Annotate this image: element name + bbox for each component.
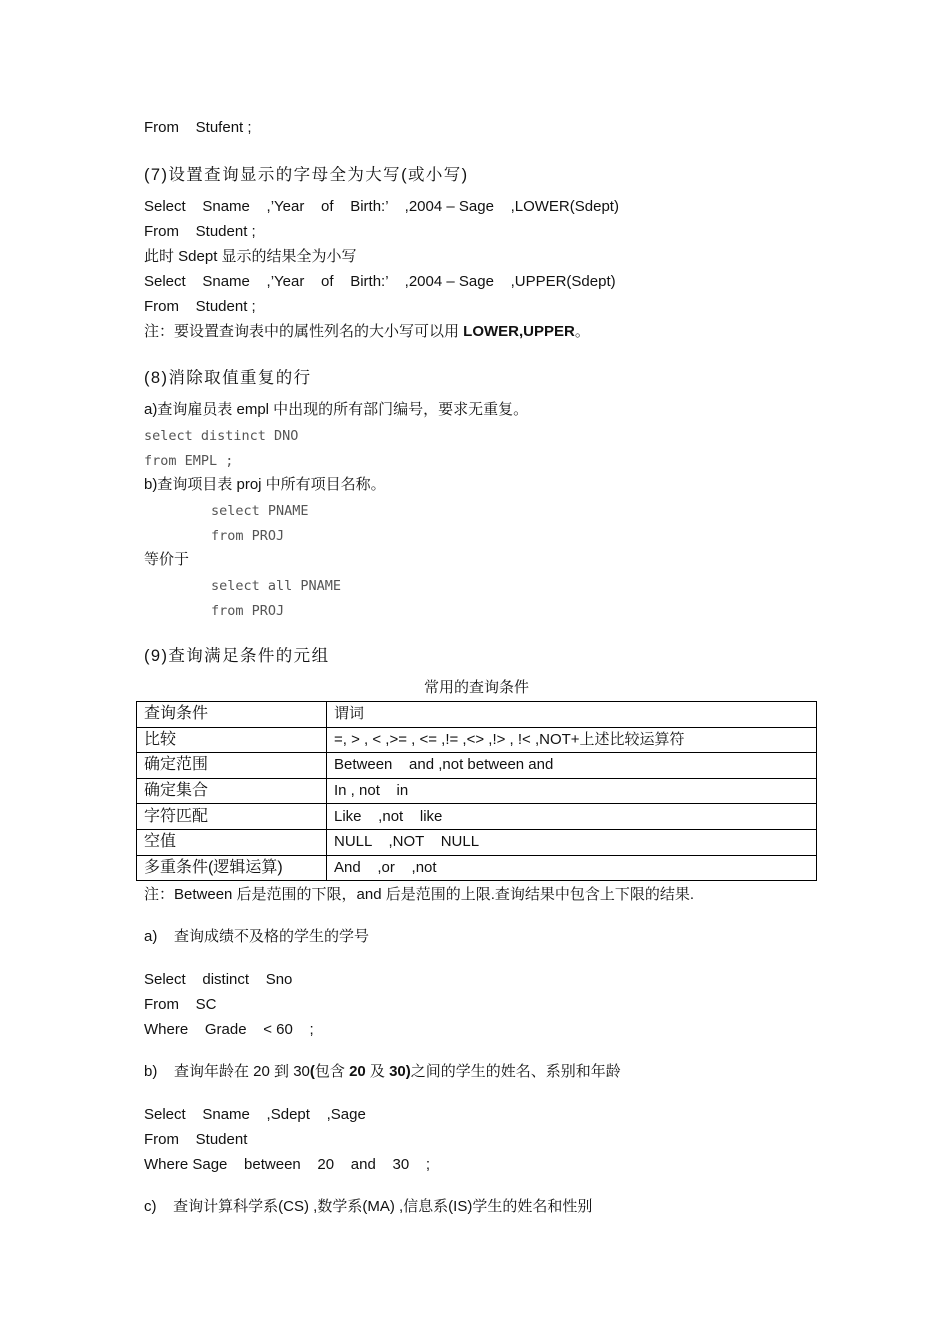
query-conditions-table bbox=[136, 701, 817, 881]
table-row bbox=[137, 829, 817, 855]
table-cell: 多重条件(逻辑运算) bbox=[137, 855, 327, 881]
question-title: c) 查询计算科学系(CS) ,数学系(MA) ,信息系(IS)学生的姓名和性别 bbox=[144, 1198, 593, 1215]
table-cell: =, > , < ,>= , <= ,!= ,<> ,!> , !< ,NOT+上述比较运算符 bbox=[327, 727, 817, 753]
table-cell: 字符匹配 bbox=[137, 804, 327, 830]
note-line: 注：Between 后是范围的下限，and 后是范围的上限.查询结果中包含上下限的结果. bbox=[144, 886, 695, 903]
code-line: From Student ; bbox=[144, 223, 256, 240]
section-heading-7: (7)设置查询显示的字母全为大写(或小写) bbox=[144, 166, 469, 184]
note-line bbox=[144, 322, 590, 342]
sql-code-line: from PROJ bbox=[211, 603, 285, 619]
table-row bbox=[137, 702, 817, 728]
sql-code-line: select all PNAME bbox=[211, 578, 342, 594]
table-cell: Between and ,not between and bbox=[327, 753, 817, 779]
table-row bbox=[137, 804, 817, 830]
title-text: b) 查询年龄在 20 到 30 bbox=[144, 1063, 310, 1080]
code-line: From Stufent ; bbox=[144, 119, 252, 136]
title-bold-text: ( bbox=[309, 1063, 315, 1080]
title-bold-text: 20 bbox=[349, 1063, 366, 1080]
table-cell: 查询条件 bbox=[137, 702, 327, 728]
question-title bbox=[144, 1062, 621, 1082]
question-title: a) 查询成绩不及格的学生的学号 bbox=[144, 928, 370, 945]
note-text: 注：要设置查询表中的属性列名的大小写可以用 bbox=[144, 323, 464, 340]
code-line: From Student ; bbox=[144, 298, 256, 315]
table-cell: 确定范围 bbox=[137, 753, 327, 779]
title-text: 及 bbox=[365, 1063, 390, 1080]
code-line: Select Sname ,Sdept ,Sage bbox=[144, 1106, 366, 1123]
table-row bbox=[137, 855, 817, 881]
code-line: From Student bbox=[144, 1131, 248, 1148]
sql-code-line: from PROJ bbox=[211, 528, 285, 544]
title-text: 包含 bbox=[314, 1063, 350, 1080]
code-line: Select Sname ,’Year of Birth:’ ,2004 – Sage ,UPPER(Sdept) bbox=[144, 273, 616, 290]
sql-code-line: from EMPL ; bbox=[144, 453, 234, 469]
sql-code-line: select PNAME bbox=[211, 503, 309, 519]
section-heading-9: (9)查询满足条件的元组 bbox=[144, 647, 330, 665]
table-cell: 谓词 bbox=[327, 702, 817, 728]
title-bold-text: 30) bbox=[389, 1063, 411, 1080]
table-cell: NULL ,NOT NULL bbox=[327, 829, 817, 855]
table-row bbox=[137, 778, 817, 804]
table-cell: 空值 bbox=[137, 829, 327, 855]
table-caption: 常用的查询条件 bbox=[423, 679, 529, 696]
table-row bbox=[137, 727, 817, 753]
code-line: Where Sage between 20 and 30 ; bbox=[144, 1156, 431, 1173]
title-text: 之间的学生的姓名、系别和年龄 bbox=[410, 1063, 621, 1080]
text-line: a)查询雇员表 empl 中出现的所有部门编号，要求无重复。 bbox=[144, 401, 529, 418]
table-cell: 确定集合 bbox=[137, 778, 327, 804]
note-text: 。 bbox=[574, 323, 590, 340]
text-line: b)查询项目表 proj 中所有项目名称。 bbox=[144, 476, 386, 493]
code-line: Select Sname ,’Year of Birth:’ ,2004 – Sage ,LOWER(Sdept) bbox=[144, 198, 619, 215]
code-line: From SC bbox=[144, 996, 217, 1013]
table-cell: 比较 bbox=[137, 727, 327, 753]
table-row bbox=[137, 753, 817, 779]
table-cell: In , not in bbox=[327, 778, 817, 804]
sql-code-line: select distinct DNO bbox=[144, 428, 299, 444]
table-cell: Like ,not like bbox=[327, 804, 817, 830]
section-heading-8: (8)消除取值重复的行 bbox=[144, 369, 312, 387]
table-cell: And ,or ,not bbox=[327, 855, 817, 881]
text-line: 此时 Sdept 显示的结果全为小写 bbox=[144, 248, 357, 265]
note-bold-text: LOWER,UPPER bbox=[463, 323, 575, 340]
text-line: 等价于 bbox=[144, 551, 190, 568]
code-line: Select distinct Sno bbox=[144, 971, 293, 988]
code-line: Where Grade < 60 ; bbox=[144, 1021, 314, 1038]
